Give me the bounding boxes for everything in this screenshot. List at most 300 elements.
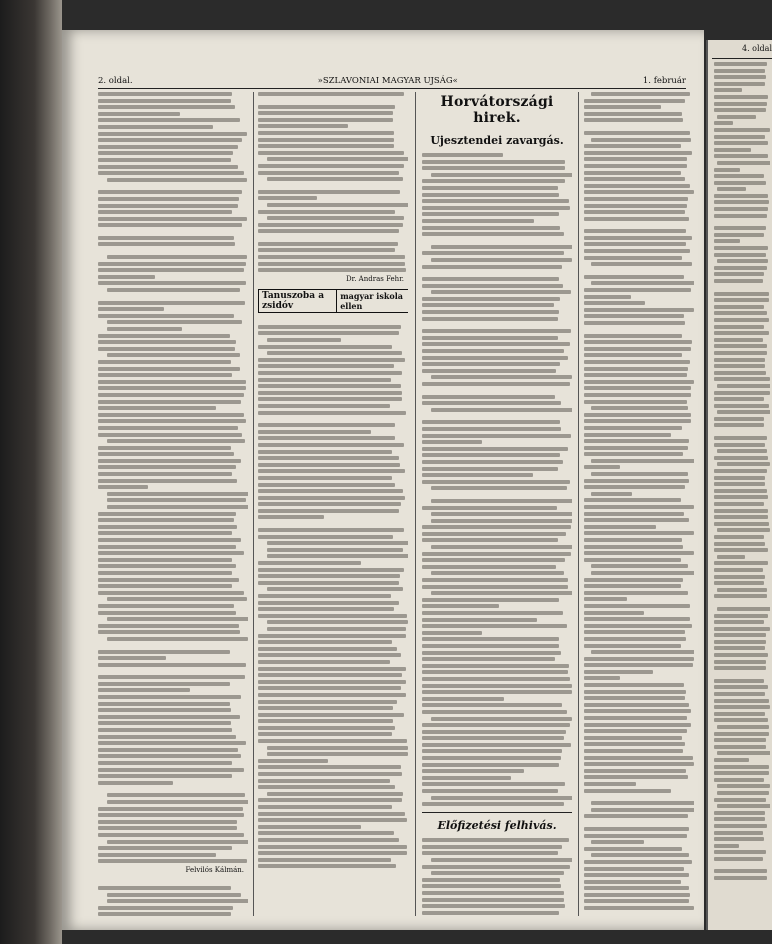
text-line <box>98 551 244 555</box>
text-line <box>431 512 572 516</box>
text-line <box>98 210 232 214</box>
text-line <box>98 347 235 351</box>
text-line <box>714 666 766 670</box>
text-line <box>258 262 405 266</box>
text-line <box>422 703 562 707</box>
text-line <box>422 186 558 190</box>
text-line <box>107 327 182 331</box>
text-line <box>107 893 241 897</box>
text-line <box>258 483 395 487</box>
text-line <box>98 754 241 758</box>
text-line <box>584 419 691 423</box>
text-line <box>584 512 684 516</box>
text-line <box>584 184 690 188</box>
text-line <box>258 397 402 401</box>
text-line <box>258 509 399 513</box>
text-line <box>98 446 231 450</box>
text-line <box>431 245 572 249</box>
text-line <box>584 295 631 299</box>
text-line <box>258 430 371 434</box>
text-line <box>258 268 406 272</box>
text-line <box>422 434 571 438</box>
text-line <box>258 476 392 480</box>
text-line <box>422 604 499 608</box>
text-line <box>422 179 565 183</box>
text-line <box>422 356 568 360</box>
text-line <box>98 624 239 628</box>
text-line <box>584 505 694 509</box>
text-line <box>584 439 689 443</box>
text-line <box>98 165 238 169</box>
text-line <box>714 850 766 854</box>
section-headline: Horvátországi hirek. <box>440 94 554 126</box>
text-line <box>714 397 764 401</box>
text-line <box>422 891 564 895</box>
text-line <box>258 858 391 862</box>
text-line <box>267 620 408 624</box>
text-line <box>714 82 765 86</box>
text-line <box>98 400 241 404</box>
text-line <box>258 561 361 565</box>
text-line <box>107 793 245 797</box>
text-line <box>422 644 559 648</box>
text-line <box>422 723 570 727</box>
text-line <box>422 310 559 314</box>
text-line <box>714 561 768 565</box>
text-line <box>584 873 689 877</box>
text-line <box>422 538 558 542</box>
text-line <box>584 400 687 404</box>
text-line <box>714 798 766 802</box>
text-line <box>98 334 230 338</box>
text-line <box>258 496 405 500</box>
text-line <box>584 834 687 838</box>
text-line <box>98 217 247 221</box>
text-line <box>431 290 571 294</box>
text-line <box>714 75 766 79</box>
text-line <box>422 440 482 444</box>
column-rule <box>578 92 579 916</box>
text-line <box>422 277 559 281</box>
text-line <box>98 112 180 116</box>
text-line <box>422 776 511 780</box>
text-line <box>714 253 766 257</box>
text-line <box>258 660 390 664</box>
text-line <box>107 505 248 509</box>
text-line <box>584 373 687 377</box>
text-line <box>258 124 348 128</box>
text-line <box>714 95 768 99</box>
text-line <box>584 518 689 522</box>
article-heading <box>258 289 408 313</box>
adjacent-page <box>706 40 772 930</box>
text-line <box>258 614 407 618</box>
text-line <box>714 548 768 552</box>
text-line <box>267 554 408 558</box>
text-line <box>584 709 691 713</box>
text-line <box>422 265 562 269</box>
text-line <box>714 542 765 546</box>
text-line <box>98 859 247 863</box>
text-line <box>98 826 237 830</box>
text-line <box>98 611 236 615</box>
text-line <box>714 581 764 585</box>
text-line <box>98 406 216 410</box>
text-line <box>98 564 236 568</box>
text-line <box>422 473 533 477</box>
text-line <box>422 362 560 366</box>
text-line <box>258 686 401 690</box>
text-line <box>258 607 394 611</box>
text-line <box>422 206 570 210</box>
adjacent-page-header: 4. oldal <box>712 44 772 59</box>
text-line <box>258 772 402 776</box>
text-line <box>422 585 568 589</box>
text-line <box>258 436 395 440</box>
text-line <box>714 633 766 637</box>
text-line <box>584 393 691 397</box>
text-line <box>714 568 763 572</box>
text-line <box>714 705 770 709</box>
text-line <box>714 699 769 703</box>
text-line <box>584 591 688 595</box>
text-line <box>98 525 237 529</box>
text-line <box>584 452 683 456</box>
text-line <box>714 141 768 145</box>
article-signature: Dr. Andras Fehr. <box>346 274 404 283</box>
text-line <box>98 656 166 660</box>
text-line <box>422 447 568 451</box>
text-line <box>584 886 689 890</box>
text-line <box>717 588 767 592</box>
text-line <box>98 236 234 240</box>
text-line <box>422 506 557 510</box>
text-line <box>714 679 764 683</box>
text-line <box>422 611 563 615</box>
text-line <box>258 371 402 375</box>
text-line <box>258 443 404 447</box>
text-line <box>258 196 317 200</box>
text-line <box>714 391 770 395</box>
text-line <box>714 102 767 106</box>
column-rule <box>415 92 416 916</box>
text-line <box>584 229 686 233</box>
text-line <box>258 831 394 835</box>
text-line <box>422 743 571 747</box>
text-line <box>98 813 244 817</box>
text-line <box>422 317 558 321</box>
text-line <box>107 255 247 259</box>
text-line <box>422 736 564 740</box>
text-line <box>584 118 683 122</box>
text-line <box>98 584 232 588</box>
text-line <box>714 502 764 506</box>
book-binding <box>0 0 62 944</box>
text-line <box>591 564 689 568</box>
text-line <box>98 846 232 850</box>
text-line <box>422 670 568 674</box>
text-line <box>584 334 682 338</box>
text-line <box>584 696 685 700</box>
text-line <box>258 640 392 644</box>
text-line <box>714 876 767 880</box>
text-line <box>422 769 524 773</box>
column-rule <box>253 92 254 916</box>
text-line <box>98 512 236 516</box>
text-line <box>584 749 683 753</box>
text-line <box>422 212 559 216</box>
text-line <box>258 131 394 135</box>
text-line <box>714 456 768 460</box>
text-line <box>714 771 769 775</box>
text-line <box>584 446 688 450</box>
text-line <box>584 893 690 897</box>
text-line <box>584 867 684 871</box>
text-line <box>714 207 768 211</box>
text-line <box>584 177 685 181</box>
text-line <box>714 509 768 513</box>
text-line <box>714 443 765 447</box>
text-line <box>258 151 404 155</box>
text-line <box>584 729 687 733</box>
text-line <box>98 301 245 305</box>
text-line <box>98 314 234 318</box>
text-line <box>98 171 244 175</box>
text-line <box>98 702 230 706</box>
text-line <box>98 768 244 772</box>
text-line <box>258 568 404 572</box>
text-line <box>107 597 247 601</box>
text-line <box>98 558 232 562</box>
text-line <box>258 693 406 697</box>
text-line <box>584 827 689 831</box>
text-line <box>258 594 391 598</box>
text-line <box>431 375 572 379</box>
text-line <box>584 498 681 502</box>
text-line <box>98 459 241 463</box>
text-line <box>584 525 656 529</box>
text-line <box>714 135 765 139</box>
text-line <box>258 144 394 148</box>
text-line <box>422 878 560 882</box>
text-line <box>267 752 408 756</box>
text-line <box>584 144 681 148</box>
text-line <box>98 419 246 423</box>
text-line <box>98 145 238 149</box>
text-line <box>422 453 560 457</box>
text-line <box>98 912 231 916</box>
text-line <box>584 847 682 851</box>
text-line <box>714 627 770 631</box>
page-number: 2. oldal. <box>98 76 133 86</box>
text-line <box>258 574 400 578</box>
text-line <box>591 840 644 844</box>
text-line <box>98 630 240 634</box>
text-line <box>584 880 681 884</box>
text-line <box>422 845 562 849</box>
text-line <box>107 439 245 443</box>
text-line <box>714 318 769 322</box>
tanuszoba-subtitle: magyar iskola ellen <box>337 289 408 313</box>
text-line <box>714 305 764 309</box>
text-line <box>258 190 400 194</box>
text-line <box>98 518 234 522</box>
text-line <box>98 118 240 122</box>
text-line <box>98 604 234 608</box>
text-line <box>258 653 401 657</box>
text-line <box>98 360 231 364</box>
text-line <box>714 712 765 716</box>
text-line <box>714 614 768 618</box>
text-line <box>422 756 561 760</box>
text-line <box>584 479 689 483</box>
text-line <box>431 408 572 412</box>
text-line <box>258 798 402 802</box>
text-line <box>98 833 244 837</box>
text-line <box>422 382 570 386</box>
text-line <box>267 548 403 552</box>
text-line <box>267 157 408 161</box>
text-line <box>584 584 681 588</box>
text-line <box>714 121 733 125</box>
text-line <box>584 164 687 168</box>
text-line <box>98 92 232 96</box>
text-line <box>422 303 554 307</box>
text-line <box>107 899 248 903</box>
text-line <box>258 528 404 532</box>
text-line <box>422 525 571 529</box>
text-line <box>422 651 561 655</box>
text-line <box>422 690 572 694</box>
text-line <box>714 311 767 315</box>
text-line <box>258 325 401 329</box>
text-line <box>714 226 766 230</box>
text-line <box>258 700 397 704</box>
text-line <box>258 456 399 460</box>
text-line <box>584 814 688 818</box>
text-line <box>584 899 689 903</box>
text-line <box>107 840 248 844</box>
text-line <box>258 726 395 730</box>
text-line <box>714 653 768 657</box>
text-line <box>258 515 324 519</box>
text-line <box>717 462 769 466</box>
text-line <box>258 450 392 454</box>
text-line <box>98 807 243 811</box>
text-line <box>584 551 694 555</box>
text-line <box>584 782 636 786</box>
text-line <box>584 775 688 779</box>
text-line <box>584 347 691 351</box>
text-line <box>714 423 764 427</box>
text-line <box>714 168 740 172</box>
text-line <box>258 864 396 868</box>
text-line <box>584 171 681 175</box>
text-line <box>714 489 767 493</box>
text-line <box>422 763 559 767</box>
text-line <box>107 353 240 357</box>
text-line <box>714 351 767 355</box>
text-line <box>258 838 399 842</box>
text-line <box>258 111 393 115</box>
text-line <box>98 886 231 890</box>
text-line <box>267 338 341 342</box>
text-line <box>584 308 694 312</box>
text-line <box>98 715 240 719</box>
text-line <box>422 160 565 164</box>
text-line <box>584 578 683 582</box>
text-line <box>714 522 769 526</box>
text-line <box>422 637 559 641</box>
text-line <box>258 719 393 723</box>
text-line <box>431 591 572 595</box>
text-line <box>98 781 173 785</box>
text-line <box>714 108 766 112</box>
text-line <box>714 358 765 362</box>
text-line <box>98 688 190 692</box>
text-line <box>107 320 242 324</box>
text-line <box>98 151 233 155</box>
text-line <box>714 233 764 237</box>
text-line <box>431 796 572 800</box>
text-line <box>422 166 565 170</box>
text-line <box>98 675 245 679</box>
text-line <box>584 426 682 430</box>
text-line <box>258 210 395 214</box>
newspaper-title: »SZLAVONIAI MAGYAR UJSÁG« <box>317 76 458 86</box>
text-line <box>258 391 402 395</box>
text-line <box>431 571 564 575</box>
text-line <box>98 748 238 752</box>
text-line <box>584 762 694 766</box>
text-line <box>422 851 558 855</box>
text-line <box>422 657 555 661</box>
text-line <box>584 611 644 615</box>
column-3 <box>422 92 572 916</box>
text-line <box>422 226 560 230</box>
text-line <box>717 751 770 755</box>
column-4 <box>584 92 694 916</box>
text-line <box>98 223 242 227</box>
text-line <box>422 342 570 346</box>
text-line <box>431 258 572 262</box>
article-headline: Ujesztendei zavargás. <box>430 134 564 147</box>
text-line <box>258 248 395 252</box>
text-line <box>258 331 399 335</box>
text-line <box>258 502 401 506</box>
text-line <box>98 132 247 136</box>
text-line <box>422 329 571 333</box>
text-line <box>422 664 569 668</box>
text-line <box>98 774 232 778</box>
text-line <box>422 401 561 405</box>
text-line <box>584 321 685 325</box>
text-line <box>258 818 407 822</box>
text-line <box>584 860 692 864</box>
text-line <box>98 820 237 824</box>
text-line <box>258 845 407 849</box>
text-line <box>107 800 248 804</box>
text-line <box>422 598 559 602</box>
text-line <box>422 904 565 908</box>
text-line <box>98 380 246 384</box>
text-line <box>584 190 694 194</box>
text-line <box>714 417 764 421</box>
text-line <box>584 624 692 628</box>
text-line <box>584 197 688 201</box>
text-line <box>584 236 692 240</box>
text-line <box>422 802 564 806</box>
